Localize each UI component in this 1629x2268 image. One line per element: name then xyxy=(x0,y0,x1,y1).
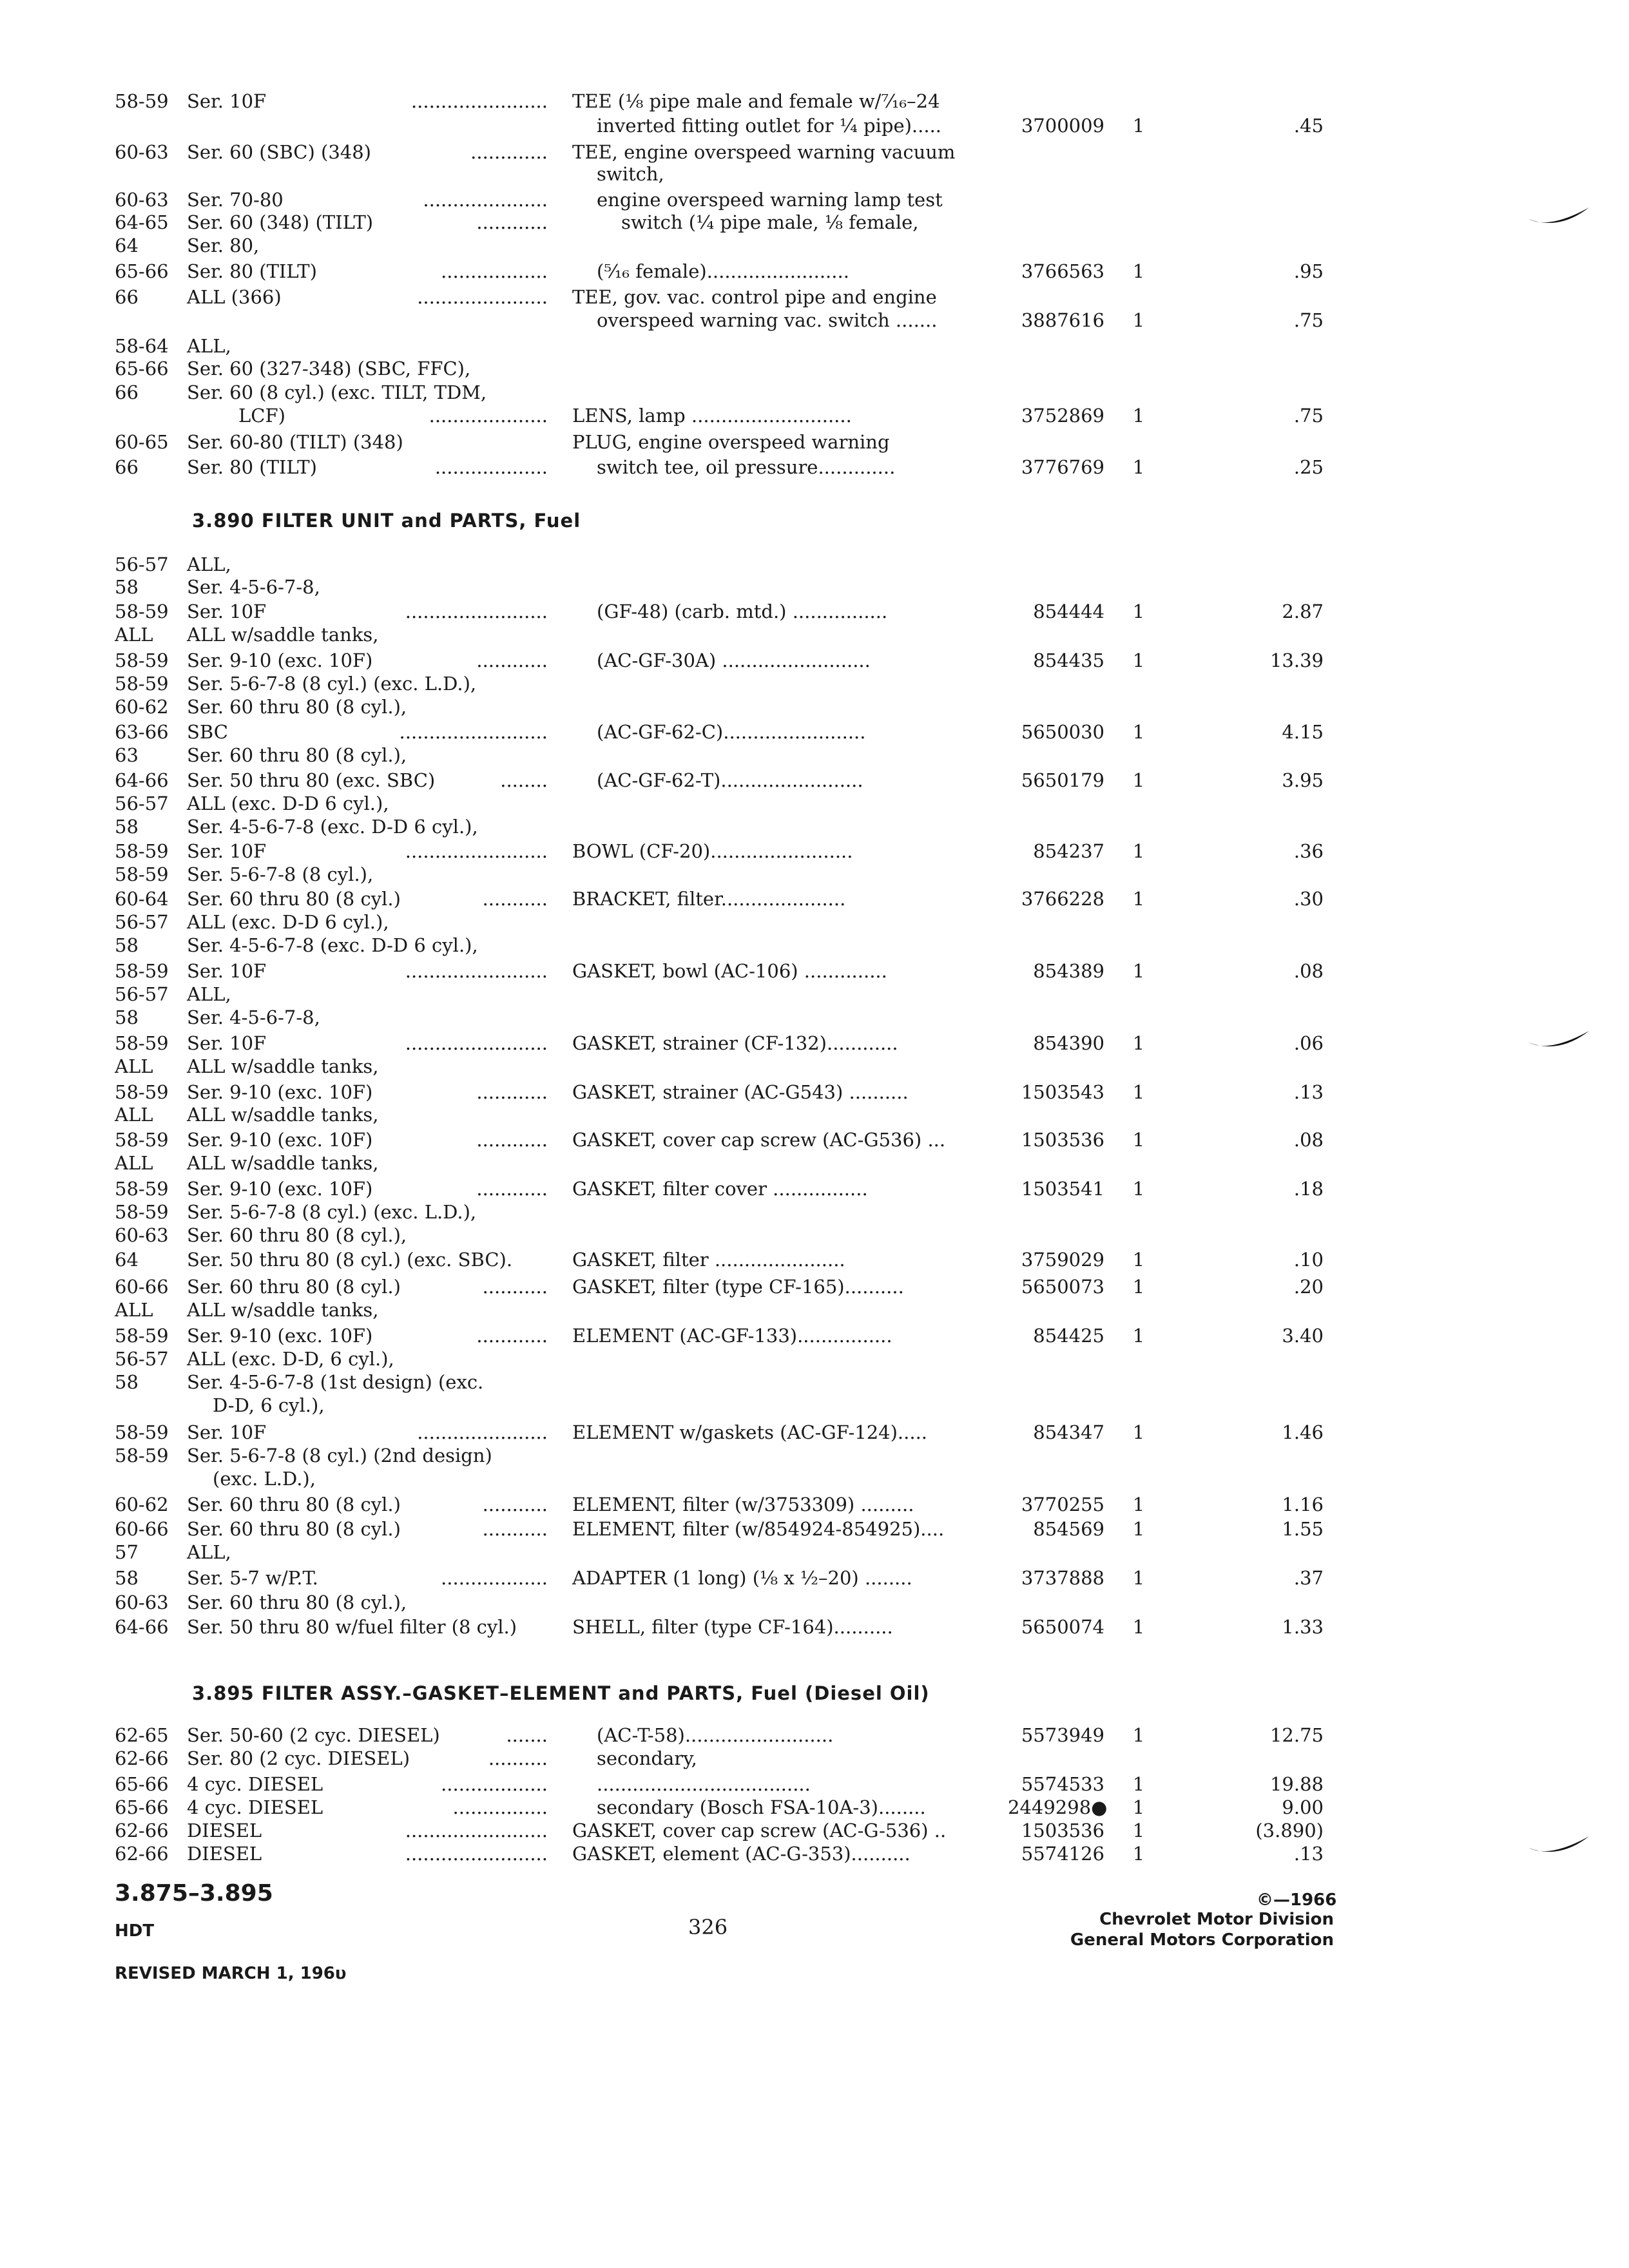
model-series: Ser. 9-10 (exc. 10F) xyxy=(187,1081,373,1103)
model-series: ALL w/saddle tanks, xyxy=(187,1055,379,1077)
quantity: 1 xyxy=(1132,1325,1145,1347)
footer-section-range: 3.875–3.895 xyxy=(115,1880,273,1907)
model-year: 58 xyxy=(115,1567,139,1589)
quantity: 1 xyxy=(1132,405,1145,427)
quantity: 1 xyxy=(1132,1843,1145,1865)
model-year: 58-59 xyxy=(115,1032,169,1054)
part-number: 854569 xyxy=(1033,1518,1104,1540)
quantity: 1 xyxy=(1132,1276,1145,1298)
model-year: 66 xyxy=(115,456,139,478)
model-series: ALL (exc. D-D, 6 cyl.), xyxy=(187,1348,394,1370)
page-number: 326 xyxy=(688,1915,728,1939)
model-series: ALL, xyxy=(187,983,231,1005)
section-heading: 3.890 FILTER UNIT and PARTS, Fuel xyxy=(192,510,581,532)
model-series: Ser. 9-10 (exc. 10F) xyxy=(187,1129,373,1151)
model-leader-dots: ........... xyxy=(482,1276,548,1298)
price: .08 xyxy=(1293,1129,1324,1151)
model-leader-dots: ........... xyxy=(482,1494,548,1515)
model-year: ALL xyxy=(115,624,153,646)
part-number: 5574533 xyxy=(1021,1773,1104,1795)
part-description: ADAPTER (1 long) (⅛ x ½–20) ........ xyxy=(572,1567,912,1589)
part-description: TEE, gov. vac. control pipe and engine xyxy=(572,286,937,308)
model-year: 65-66 xyxy=(115,358,169,380)
model-series: Ser. 9-10 (exc. 10F) xyxy=(187,1325,373,1347)
price: .75 xyxy=(1293,405,1324,427)
model-series: Ser. 60 (348) (TILT) xyxy=(187,211,374,233)
model-series: ALL (exc. D-D 6 cyl.), xyxy=(187,793,389,814)
price: (3.890) xyxy=(1255,1820,1324,1841)
model-series: DIESEL xyxy=(187,1843,262,1865)
quantity: 1 xyxy=(1132,1518,1145,1540)
model-leader-dots: ........................ xyxy=(405,840,548,862)
model-year: 60-63 xyxy=(115,1224,169,1246)
price: 9.00 xyxy=(1282,1796,1324,1818)
model-year: 58-59 xyxy=(115,960,169,982)
model-leader-dots: ............ xyxy=(476,1129,548,1151)
price: .13 xyxy=(1293,1843,1324,1865)
quantity: 1 xyxy=(1132,721,1145,743)
binder-hole-mark xyxy=(1527,200,1592,232)
model-series: Ser. 60 thru 80 (8 cyl.), xyxy=(187,696,407,718)
model-leader-dots: ............. xyxy=(470,141,548,163)
model-series: Ser. 60 thru 80 (8 cyl.), xyxy=(187,1224,407,1246)
footer-division: Chevrolet Motor Division xyxy=(1099,1910,1334,1929)
footer-copyright: ©—1966 xyxy=(1257,1890,1337,1910)
part-description: LENS, lamp ........................... xyxy=(572,405,852,427)
model-year: 57 xyxy=(115,1541,139,1563)
part-number: 854389 xyxy=(1033,960,1104,982)
model-leader-dots: ....................... xyxy=(410,90,548,112)
model-leader-dots: .................. xyxy=(441,1567,548,1589)
part-description: (AC-GF-30A) ......................... xyxy=(597,649,871,671)
part-description: switch, xyxy=(597,163,664,185)
model-year: 58-59 xyxy=(115,840,169,862)
part-description: SHELL, filter (type CF-164).......... xyxy=(572,1616,893,1638)
quantity: 1 xyxy=(1132,649,1145,671)
model-series: DIESEL xyxy=(187,1820,262,1841)
model-year: 58-59 xyxy=(115,1325,169,1347)
model-year: 58-59 xyxy=(115,1445,169,1466)
price: .37 xyxy=(1293,1567,1324,1589)
quantity: 1 xyxy=(1132,1081,1145,1103)
part-number: 1503541 xyxy=(1021,1178,1104,1200)
model-year: 56-57 xyxy=(115,911,169,933)
model-series: Ser. 5-6-7-8 (8 cyl.), xyxy=(187,863,374,885)
part-number: 854435 xyxy=(1033,649,1104,671)
model-series: Ser. 60 thru 80 (8 cyl.) xyxy=(187,1494,401,1515)
model-leader-dots: ............ xyxy=(476,1081,548,1103)
part-description: overspeed warning vac. switch ....... xyxy=(597,309,938,331)
part-number: 5574126 xyxy=(1021,1843,1104,1865)
price: .95 xyxy=(1293,260,1324,282)
price: .45 xyxy=(1293,115,1324,137)
model-year: 60-62 xyxy=(115,1494,169,1515)
quantity: 1 xyxy=(1132,115,1145,137)
quantity: 1 xyxy=(1132,1567,1145,1589)
model-series: ALL (exc. D-D 6 cyl.), xyxy=(187,911,389,933)
model-year: 63 xyxy=(115,744,139,766)
model-year: 58-59 xyxy=(115,1129,169,1151)
model-series: ALL, xyxy=(187,1541,231,1563)
part-number: 5650030 xyxy=(1021,721,1104,743)
model-year: 56-57 xyxy=(115,553,169,575)
model-leader-dots: ............ xyxy=(476,649,548,671)
price: 19.88 xyxy=(1269,1773,1324,1795)
part-number: 3770255 xyxy=(1021,1494,1104,1515)
quantity: 1 xyxy=(1132,456,1145,478)
model-series: ALL (366) xyxy=(187,286,282,308)
model-leader-dots: .......... xyxy=(488,1747,548,1769)
model-series: Ser. 80 (2 cyc. DIESEL) xyxy=(187,1747,410,1769)
model-year: 65-66 xyxy=(115,1796,169,1818)
model-series: Ser. 50 thru 80 (exc. SBC) xyxy=(187,769,436,791)
model-series: Ser. 4-5-6-7-8 (1st design) (exc. xyxy=(187,1371,484,1393)
model-series: Ser. 9-10 (exc. 10F) xyxy=(187,1178,373,1200)
part-number: 2449298● xyxy=(1008,1796,1108,1818)
part-number: 854425 xyxy=(1033,1325,1104,1347)
model-series: Ser. 4-5-6-7-8, xyxy=(187,576,320,598)
quantity: 1 xyxy=(1132,1178,1145,1200)
part-description: GASKET, cover cap screw (AC-G-536) .. xyxy=(572,1820,947,1841)
model-leader-dots: ........... xyxy=(482,888,548,910)
model-year: 58 xyxy=(115,576,139,598)
model-year: 62-66 xyxy=(115,1843,169,1865)
price: .08 xyxy=(1293,960,1324,982)
section-heading: 3.895 FILTER ASSY.–GASKET–ELEMENT and PARTS, Fuel (Diesel Oil) xyxy=(192,1682,930,1704)
part-description: PLUG, engine overspeed warning xyxy=(572,431,890,453)
model-leader-dots: ........... xyxy=(482,1518,548,1540)
model-year: 58 xyxy=(115,934,139,956)
part-description: GASKET, bowl (AC-106) .............. xyxy=(572,960,887,982)
model-series: Ser. 10F xyxy=(187,1421,267,1443)
price: 1.55 xyxy=(1282,1518,1324,1540)
part-description: (GF-48) (carb. mtd.) ................ xyxy=(597,601,888,622)
quantity: 1 xyxy=(1132,1616,1145,1638)
price: .13 xyxy=(1293,1081,1324,1103)
model-series: Ser. 10F xyxy=(187,960,267,982)
price: .20 xyxy=(1293,1276,1324,1298)
price: .10 xyxy=(1293,1249,1324,1271)
model-year: ALL xyxy=(115,1104,153,1126)
quantity: 1 xyxy=(1132,309,1145,331)
model-year: 62-66 xyxy=(115,1747,169,1769)
part-number: 854347 xyxy=(1033,1421,1104,1443)
price: 1.46 xyxy=(1282,1421,1324,1443)
part-number: 5650179 xyxy=(1021,769,1104,791)
quantity: 1 xyxy=(1132,260,1145,282)
model-year: 56-57 xyxy=(115,793,169,814)
model-series: ALL, xyxy=(187,553,231,575)
model-year: 58 xyxy=(115,816,139,838)
model-year: 58-59 xyxy=(115,863,169,885)
part-number: 3737888 xyxy=(1021,1567,1104,1589)
model-series: D-D, 6 cyl.), xyxy=(213,1394,325,1416)
part-number: 854444 xyxy=(1033,601,1104,622)
part-description: GASKET, strainer (AC-G543) .......... xyxy=(572,1081,909,1103)
model-year: 64-66 xyxy=(115,769,169,791)
part-number: 3700009 xyxy=(1021,115,1104,137)
part-number: 3759029 xyxy=(1021,1249,1104,1271)
model-year: 60-64 xyxy=(115,888,169,910)
price: 3.40 xyxy=(1282,1325,1324,1347)
part-description: secondary (Bosch FSA-10A-3)........ xyxy=(597,1796,926,1818)
part-number: 5573949 xyxy=(1021,1724,1104,1746)
price: .18 xyxy=(1293,1178,1324,1200)
model-series: Ser. 60 thru 80 (8 cyl.), xyxy=(187,744,407,766)
model-series: SBC xyxy=(187,721,228,743)
model-leader-dots: ............ xyxy=(476,1325,548,1347)
part-description: (AC-GF-62-C)........................ xyxy=(597,721,866,743)
model-year: 56-57 xyxy=(115,1348,169,1370)
quantity: 1 xyxy=(1132,1032,1145,1054)
model-series: Ser. 50-60 (2 cyc. DIESEL) xyxy=(187,1724,440,1746)
footer-revised: REVISED MARCH 1, 196υ xyxy=(115,1964,347,1983)
price: 12.75 xyxy=(1269,1724,1324,1746)
model-series: 4 cyc. DIESEL xyxy=(187,1773,323,1795)
model-year: 58-59 xyxy=(115,649,169,671)
model-series: Ser. 60 thru 80 (8 cyl.) xyxy=(187,1276,401,1298)
model-series: Ser. 60-80 (TILT) (348) xyxy=(187,431,403,453)
model-year: 58-59 xyxy=(115,1201,169,1223)
model-year: 58-64 xyxy=(115,335,169,357)
model-year: 63-66 xyxy=(115,721,169,743)
model-leader-dots: ................ xyxy=(452,1796,548,1818)
model-year: 64 xyxy=(115,1249,139,1271)
model-series: Ser. 60 thru 80 (8 cyl.), xyxy=(187,1591,407,1613)
part-number: 3887616 xyxy=(1021,309,1104,331)
part-description: TEE (⅛ pipe male and female w/⁷⁄₁₆–24 xyxy=(572,90,940,112)
model-series: Ser. 9-10 (exc. 10F) xyxy=(187,649,373,671)
part-number: 1503536 xyxy=(1021,1820,1104,1841)
model-year: 60-63 xyxy=(115,189,169,211)
model-leader-dots: ................... xyxy=(434,456,548,478)
part-description: ELEMENT, filter (w/3753309) ......... xyxy=(572,1494,914,1515)
model-series: Ser. 60 (327-348) (SBC, FFC), xyxy=(187,358,471,380)
model-series: Ser. 60 thru 80 (8 cyl.) xyxy=(187,888,401,910)
part-number: 3766563 xyxy=(1021,260,1104,282)
model-year: 66 xyxy=(115,286,139,308)
model-series: Ser. 4-5-6-7-8 (exc. D-D 6 cyl.), xyxy=(187,816,478,838)
model-series: Ser. 10F xyxy=(187,840,267,862)
part-description: ELEMENT w/gaskets (AC-GF-124)..... xyxy=(572,1421,927,1443)
part-number: 5650073 xyxy=(1021,1276,1104,1298)
part-description: switch (¼ pipe male, ⅛ female, xyxy=(621,211,919,233)
price: .06 xyxy=(1293,1032,1324,1054)
part-description: GASKET, element (AC-G-353).......... xyxy=(572,1843,911,1865)
model-series: ALL w/saddle tanks, xyxy=(187,1299,379,1321)
quantity: 1 xyxy=(1132,1773,1145,1795)
model-year: 58 xyxy=(115,1006,139,1028)
model-leader-dots: ........................ xyxy=(405,1820,548,1841)
price: .25 xyxy=(1293,456,1324,478)
model-year: 65-66 xyxy=(115,260,169,282)
model-year: 58-59 xyxy=(115,673,169,695)
model-series: Ser. 60 thru 80 (8 cyl.) xyxy=(187,1518,401,1540)
model-leader-dots: ........................ xyxy=(405,601,548,622)
model-year: 62-66 xyxy=(115,1820,169,1841)
model-leader-dots: ............ xyxy=(476,211,548,233)
binder-hole-mark xyxy=(1527,1829,1592,1861)
model-year: 60-63 xyxy=(115,141,169,163)
price: 1.16 xyxy=(1282,1494,1324,1515)
model-series: Ser. 5-6-7-8 (8 cyl.) (exc. L.D.), xyxy=(187,1201,477,1223)
part-description: BOWL (CF-20)........................ xyxy=(572,840,853,862)
quantity: 1 xyxy=(1132,1249,1145,1271)
price: 2.87 xyxy=(1282,601,1324,622)
part-description: BRACKET, filter..................... xyxy=(572,888,846,910)
part-number: 3752869 xyxy=(1021,405,1104,427)
model-leader-dots: .................. xyxy=(441,1773,548,1795)
model-year: ALL xyxy=(115,1299,153,1321)
price: .36 xyxy=(1293,840,1324,862)
model-series: Ser. 5-7 w/P.T. xyxy=(187,1567,318,1589)
part-description: GASKET, strainer (CF-132)............ xyxy=(572,1032,898,1054)
model-series: Ser. 80 (TILT) xyxy=(187,456,317,478)
model-series: ALL w/saddle tanks, xyxy=(187,624,379,646)
model-year: 64-65 xyxy=(115,211,169,233)
model-year: 60-65 xyxy=(115,431,169,453)
model-series: Ser. 70-80 xyxy=(187,189,284,211)
part-number: 1503543 xyxy=(1021,1081,1104,1103)
price: 3.95 xyxy=(1282,769,1324,791)
part-description: inverted fitting outlet for ¼ pipe)..... xyxy=(597,115,942,137)
model-series: Ser. 50 thru 80 (8 cyl.) (exc. SBC). xyxy=(187,1249,513,1271)
model-leader-dots: ............ xyxy=(476,1178,548,1200)
model-leader-dots: ...................... xyxy=(417,1421,548,1443)
model-series: Ser. 5-6-7-8 (8 cyl.) (exc. L.D.), xyxy=(187,673,477,695)
part-description: ELEMENT (AC-GF-133)................ xyxy=(572,1325,892,1347)
price: .75 xyxy=(1293,309,1324,331)
model-series: Ser. 80, xyxy=(187,235,260,256)
quantity: 1 xyxy=(1132,1724,1145,1746)
model-year: 60-66 xyxy=(115,1276,169,1298)
model-series: Ser. 10F xyxy=(187,90,267,112)
quantity: 1 xyxy=(1132,840,1145,862)
quantity: 1 xyxy=(1132,960,1145,982)
part-number: 854390 xyxy=(1033,1032,1104,1054)
part-description: (AC-T-58)......................... xyxy=(597,1724,834,1746)
model-leader-dots: ...................... xyxy=(417,286,548,308)
quantity: 1 xyxy=(1132,601,1145,622)
model-year: 66 xyxy=(115,381,139,403)
model-series: ALL w/saddle tanks, xyxy=(187,1104,379,1126)
model-year: 64-66 xyxy=(115,1616,169,1638)
part-description: GASKET, filter ...................... xyxy=(572,1249,845,1271)
price: 13.39 xyxy=(1269,649,1324,671)
part-description: .................................... xyxy=(597,1773,811,1795)
model-leader-dots: ..................... xyxy=(423,189,548,211)
model-series: Ser. 5-6-7-8 (8 cyl.) (2nd design) xyxy=(187,1445,492,1466)
model-leader-dots: ........ xyxy=(500,769,548,791)
model-leader-dots: .................. xyxy=(441,260,548,282)
quantity: 1 xyxy=(1132,1820,1145,1841)
quantity: 1 xyxy=(1132,1796,1145,1818)
model-year: 58-59 xyxy=(115,1421,169,1443)
model-series: Ser. 4-5-6-7-8 (exc. D-D 6 cyl.), xyxy=(187,934,478,956)
model-year: 60-63 xyxy=(115,1591,169,1613)
part-number: 1503536 xyxy=(1021,1129,1104,1151)
model-series: Ser. 80 (TILT) xyxy=(187,260,317,282)
part-number: 3776769 xyxy=(1021,456,1104,478)
model-year: 58-59 xyxy=(115,1178,169,1200)
part-description: TEE, engine overspeed warning vacuum xyxy=(572,141,956,163)
model-series: ALL w/saddle tanks, xyxy=(187,1152,379,1174)
model-series: Ser. 60 (8 cyl.) (exc. TILT, TDM, xyxy=(187,381,487,403)
model-series: (exc. L.D.), xyxy=(213,1468,316,1490)
part-description: ELEMENT, filter (w/854924-854925).... xyxy=(572,1518,945,1540)
model-series: Ser. 50 thru 80 w/fuel filter (8 cyl.) xyxy=(187,1616,517,1638)
price: 4.15 xyxy=(1282,721,1324,743)
quantity: 1 xyxy=(1132,769,1145,791)
part-description: switch tee, oil pressure............. xyxy=(597,456,896,478)
part-number: 854237 xyxy=(1033,840,1104,862)
model-year: 62-65 xyxy=(115,1724,169,1746)
model-year: 58-59 xyxy=(115,90,169,112)
model-year: 64 xyxy=(115,235,139,256)
model-year: 60-62 xyxy=(115,696,169,718)
model-leader-dots: ......................... xyxy=(399,721,548,743)
model-series: ALL, xyxy=(187,335,231,357)
part-description: (⁵⁄₁₆ female)........................ xyxy=(597,260,849,282)
model-series: Ser. 60 (SBC) (348) xyxy=(187,141,371,163)
part-description: GASKET, filter cover ................ xyxy=(572,1178,868,1200)
model-series: 4 cyc. DIESEL xyxy=(187,1796,323,1818)
model-year: 58-59 xyxy=(115,601,169,622)
model-year: 60-66 xyxy=(115,1518,169,1540)
model-leader-dots: ........................ xyxy=(405,960,548,982)
model-year: 58 xyxy=(115,1371,139,1393)
part-description: engine overspeed warning lamp test xyxy=(597,189,943,211)
model-year: ALL xyxy=(115,1055,153,1077)
price: 1.33 xyxy=(1282,1616,1324,1638)
model-leader-dots: ........................ xyxy=(405,1843,548,1865)
part-description: GASKET, filter (type CF-165).......... xyxy=(572,1276,904,1298)
part-description: GASKET, cover cap screw (AC-G536) ... xyxy=(572,1129,946,1151)
part-description: secondary, xyxy=(597,1747,697,1769)
footer-corporation: General Motors Corporation xyxy=(1070,1930,1334,1950)
footer-code: HDT xyxy=(115,1921,155,1941)
quantity: 1 xyxy=(1132,888,1145,910)
price: .30 xyxy=(1293,888,1324,910)
model-year: 65-66 xyxy=(115,1773,169,1795)
model-leader-dots: ....... xyxy=(506,1724,548,1746)
part-description: (AC-GF-62-T)........................ xyxy=(597,769,863,791)
model-year: 58-59 xyxy=(115,1081,169,1103)
quantity: 1 xyxy=(1132,1494,1145,1515)
binder-hole-mark xyxy=(1527,1023,1592,1055)
model-series: Ser. 10F xyxy=(187,1032,267,1054)
quantity: 1 xyxy=(1132,1421,1145,1443)
model-year: 56-57 xyxy=(115,983,169,1005)
part-number: 5650074 xyxy=(1021,1616,1104,1638)
model-leader-dots: .................... xyxy=(429,405,548,427)
model-series: LCF) xyxy=(238,405,285,427)
model-series: Ser. 4-5-6-7-8, xyxy=(187,1006,320,1028)
part-number: 3766228 xyxy=(1021,888,1104,910)
model-leader-dots: ........................ xyxy=(405,1032,548,1054)
quantity: 1 xyxy=(1132,1129,1145,1151)
model-series: Ser. 10F xyxy=(187,601,267,622)
model-year: ALL xyxy=(115,1152,153,1174)
